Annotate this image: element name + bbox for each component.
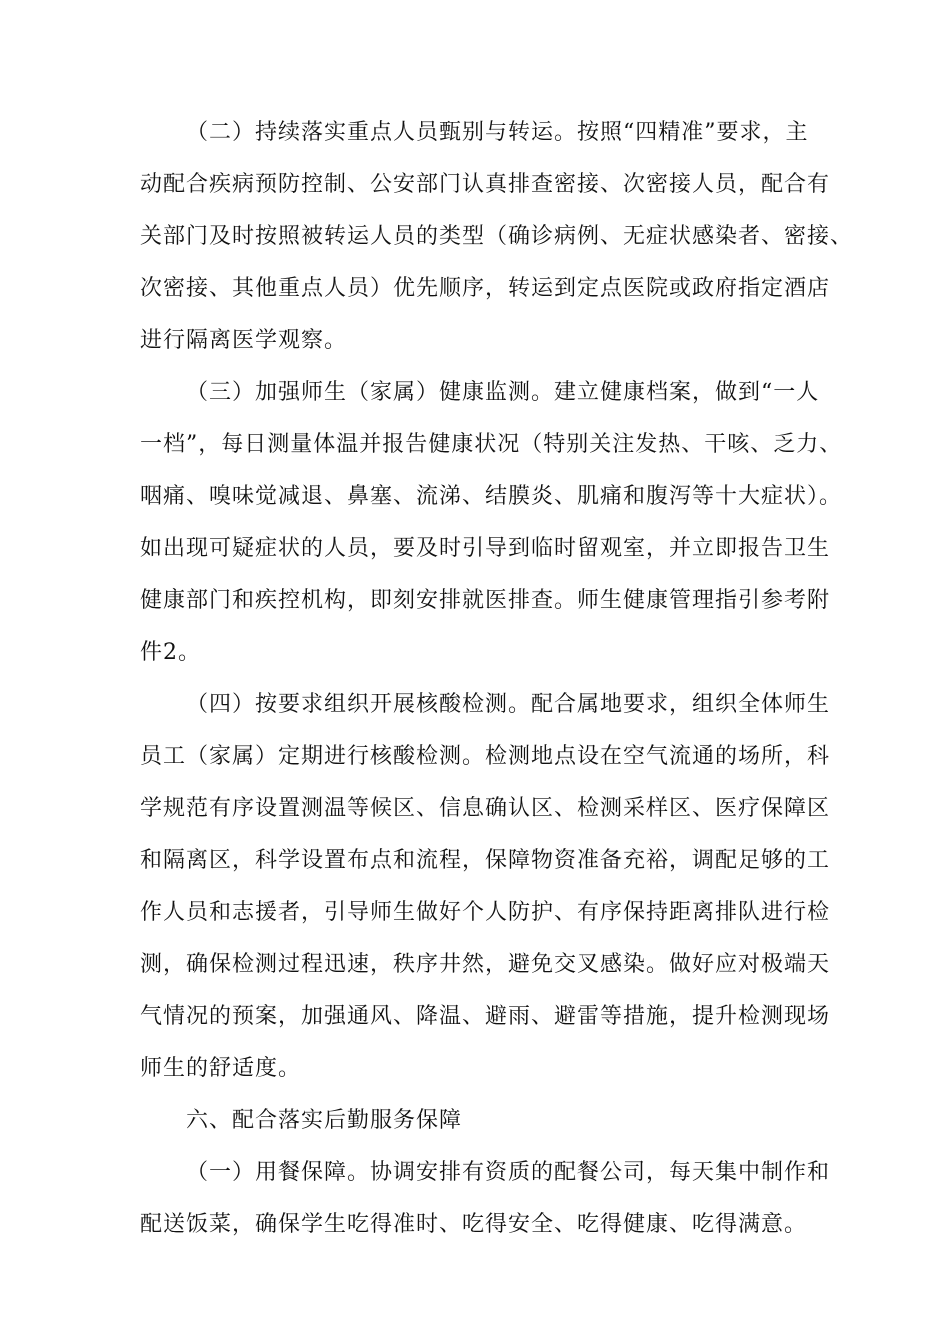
text-line: 师生的舒适度。 (140, 1056, 302, 1081)
text-line: 作人员和志援者，引导师生做好个人防护、有序保持距离排队进行检 (140, 900, 831, 925)
text-line: （二）持续落实重点人员甄别与转运。按照“四精准”要求，主 (186, 120, 809, 145)
text-line: 一档”，每日测量体温并报告健康状况（特别关注发热、干咳、乏力、 (140, 432, 843, 457)
text-line: （三）加强师生（家属）健康监测。建立健康档案，做到“一人 (186, 380, 820, 405)
text-line: 测，确保检测过程迅速，秩序井然，避免交叉感染。做好应对极端天 (140, 952, 831, 977)
text-line: 进行隔离医学观察。 (140, 328, 348, 353)
text-line: 健康部门和疾控机构，即刻安排就医排查。师生健康管理指引参考附 (140, 588, 831, 613)
text-line: 气情况的预案，加强通风、降温、避雨、避雷等措施，提升检测现场 (140, 1004, 831, 1029)
text-line: 员工（家属）定期进行核酸检测。检测地点设在空气流通的场所，科 (140, 744, 831, 769)
text-line: （四）按要求组织开展核酸检测。配合属地要求，组织全体师生 (186, 692, 831, 717)
section-heading: 六、配合落实后勤服务保障 (186, 1108, 463, 1133)
text-line: 关部门及时按照被转运人员的类型（确诊病例、无症状感染者、密接、 (140, 224, 854, 249)
text-line: 如出现可疑症状的人员，要及时引导到临时留观室，并立即报告卫生 (140, 536, 831, 561)
text-line: 动配合疾病预防控制、公安部门认真排查密接、次密接人员，配合有 (140, 172, 831, 197)
text-line: 配送饭菜，确保学生吃得准时、吃得安全、吃得健康、吃得满意。 (140, 1212, 808, 1237)
text-line: 次密接、其他重点人员）优先顺序，转运到定点医院或政府指定酒店 (140, 276, 831, 301)
text-line: 和隔离区，科学设置布点和流程，保障物资准备充裕，调配足够的工 (140, 848, 831, 873)
text-line: 学规范有序设置测温等候区、信息确认区、检测采样区、医疗保障区 (140, 796, 831, 821)
text-line: （一）用餐保障。协调安排有资质的配餐公司，每天集中制作和 (186, 1160, 831, 1185)
text-line: 咽痛、嗅味觉减退、鼻塞、流涕、结膜炎、肌痛和腹泻等十大症状）。 (140, 484, 843, 509)
text-line: 件2。 (140, 640, 201, 665)
